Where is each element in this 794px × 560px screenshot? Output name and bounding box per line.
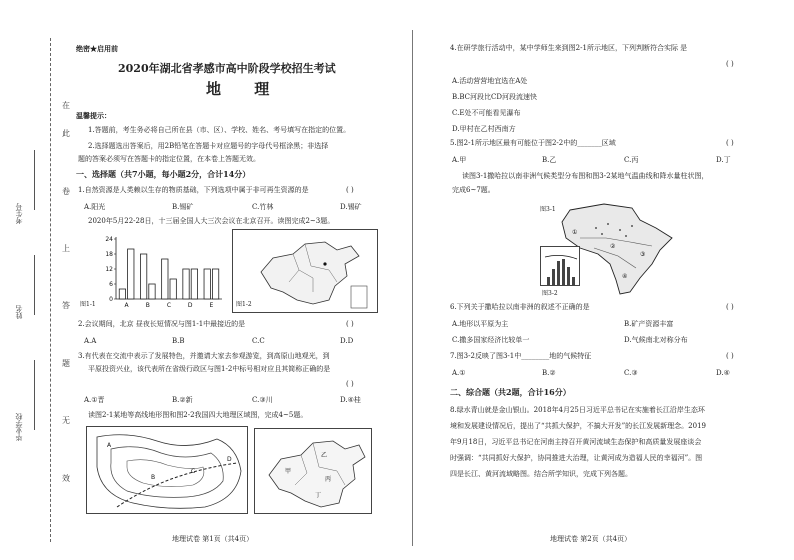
bar bbox=[140, 254, 146, 299]
q5-option-c: C.丙 bbox=[624, 156, 639, 164]
intro-2-3: 2020年5月22-28日，十三届全国人大三次会议在北京召开。读图完成2~3题。 bbox=[88, 217, 335, 225]
q2-option-d: D.D bbox=[340, 337, 354, 345]
page-divider bbox=[412, 30, 413, 546]
china-map-drawing bbox=[233, 230, 379, 314]
q6-option-a: A.地形以平原为主 bbox=[452, 320, 509, 328]
binder-char: 答 bbox=[62, 301, 70, 310]
x-tick-label: D bbox=[187, 302, 193, 309]
svg-text:④: ④ bbox=[622, 273, 628, 280]
q4-option-d: D.甲村在乙村西南方 bbox=[452, 125, 516, 133]
bar-chart bbox=[76, 231, 226, 313]
question-8-line: 境和发展建设情况后，提出了“共抓大保护，不搞大开发”的长江发展新理念。2019 bbox=[450, 422, 706, 430]
y-tick-label: 18 bbox=[105, 251, 113, 258]
section-2-heading: 二、综合题（共2题，合计16分） bbox=[450, 387, 571, 397]
question-6-blank: ( ) bbox=[726, 303, 734, 311]
q5-option-b: B.乙 bbox=[542, 156, 557, 164]
question-3-line-1: 3.有代表在交流中表示了发展特色，并邀请大家去参观游览，到高原山地观光，到 bbox=[78, 352, 330, 360]
q5-option-d: D.丁 bbox=[716, 156, 731, 164]
intro-6-7-line-1: 读图3-1撒哈拉以南非洲气候类型分布图和图3-2某地气温曲线和降水量柱状图， bbox=[462, 172, 709, 180]
q6-option-b: B.矿产资源丰富 bbox=[624, 320, 674, 328]
china-regions-drawing bbox=[255, 429, 373, 515]
bar bbox=[183, 269, 189, 299]
notice-1: 1.答题前，考生务必将自己所在县（市、区）、学校、姓名、考号填写在指定的位置。 bbox=[88, 126, 351, 134]
question-8-line: 年9月18日，习近平总书记在河南主持召开黄河流域生态保护和高质量发展座谈会 bbox=[450, 438, 702, 446]
question-4: 4.在研学旅行活动中，某中学师生来到图2-1所示地区，下列判断符合实际 是 bbox=[450, 44, 688, 52]
x-tick-label: A bbox=[124, 302, 129, 309]
question-7: 7.图3-2反映了图3-1中________地的气候特征 bbox=[450, 352, 592, 360]
notice-2b: 题的答案必须写在答题卡的指定位置，在本卷上答题无效。 bbox=[78, 155, 260, 163]
q3-option-c: C.③川 bbox=[252, 396, 273, 404]
q3-option-b: B.②新 bbox=[172, 396, 193, 404]
bar bbox=[128, 249, 134, 299]
figure-2-1 bbox=[86, 426, 248, 514]
bar bbox=[162, 259, 168, 299]
svg-text:A: A bbox=[107, 442, 112, 449]
q1-option-d: D.锡矿 bbox=[340, 203, 362, 211]
question-3-line-2: 平原投资兴业，该代表所在省级行政区与图1-2中标号相对应且其简称正确的是 bbox=[88, 365, 331, 373]
q2-option-c: C.C bbox=[252, 337, 265, 345]
question-8-line: 时强调：“共同抓好大保护，协同推进大治理，让黄河成为造福人民的幸福河”。图 bbox=[450, 454, 703, 462]
q7-option-b: B.② bbox=[542, 369, 556, 377]
q6-option-d: D.气候南北对称分布 bbox=[624, 336, 688, 344]
svg-text:②: ② bbox=[610, 243, 616, 250]
svg-text:③: ③ bbox=[640, 251, 646, 258]
blank-line bbox=[34, 360, 35, 430]
binder-char: 此 bbox=[62, 129, 70, 138]
subject-title: 地 理 bbox=[206, 80, 284, 98]
q4-option-a: A.活动营营地宜选在A处 bbox=[452, 77, 528, 85]
q3-option-a: A.①晋 bbox=[84, 396, 105, 404]
svg-text:B: B bbox=[151, 474, 156, 481]
x-tick-label: C bbox=[166, 302, 172, 309]
y-tick-label: 12 bbox=[105, 266, 113, 273]
q4-option-c: C.E处不可能看见瀑布 bbox=[452, 109, 521, 117]
question-5: 5.图2-1所示地区最有可能位于图2-2中的_______区域 bbox=[450, 139, 616, 147]
question-2: 2.会议期间，北京 昼夜长短情况与图1-1中最接近的是 bbox=[78, 320, 246, 328]
question-8-line: 四是长江、黄河流域略图。结合所学知识，完成下列各题。 bbox=[450, 470, 632, 478]
x-tick-label: E bbox=[209, 302, 214, 309]
q1-option-a: A.阳光 bbox=[84, 203, 106, 211]
svg-text:乙: 乙 bbox=[321, 452, 328, 459]
question-3-blank: ( ) bbox=[346, 380, 354, 388]
figure-2-2 bbox=[254, 428, 372, 514]
bar bbox=[204, 269, 210, 299]
question-5-blank: ( ) bbox=[726, 139, 734, 147]
bar bbox=[191, 269, 197, 299]
question-8-line: 8.绿水青山就是金山银山。2018年4月25日习近平总书记在实施着长江沿岸生态环 bbox=[450, 406, 705, 414]
figure-1-1 bbox=[76, 231, 226, 313]
intro-4-5: 读图2-1某地等高线地形图和图2-2我国四大地理区域图，完成4~5题。 bbox=[88, 411, 308, 419]
x-tick-label: B bbox=[145, 302, 150, 309]
binder-char: 题 bbox=[62, 359, 70, 368]
section-1-heading: 一、选择题（共7小题，每小题2分，合计14分） bbox=[76, 169, 251, 179]
figure-3-2 bbox=[540, 246, 580, 286]
figure-1-2-caption: 图1-2 bbox=[236, 301, 252, 308]
svg-text:丙: 丙 bbox=[325, 476, 332, 483]
secret-mark: 绝密★启用前 bbox=[76, 44, 118, 53]
figure-1-2 bbox=[232, 229, 378, 313]
bar bbox=[212, 269, 218, 299]
figure-1-1-caption: 图1-1 bbox=[80, 301, 96, 308]
bar bbox=[119, 289, 125, 299]
name-label: 姓名 bbox=[15, 305, 23, 319]
binder-char: 卷 bbox=[62, 187, 70, 196]
blank-line bbox=[34, 150, 35, 210]
q2-option-b: B.B bbox=[172, 337, 185, 345]
question-6: 6.下列关于撒哈拉以南非洲的叙述不正确的是 bbox=[450, 303, 590, 311]
notice-2a: 2.选择题选出答案后，用2B铅笔在答题卡对应题号的字母代号框涂黑；非选择 bbox=[88, 142, 329, 150]
svg-text:C: C bbox=[191, 468, 196, 475]
binder-char: 无 bbox=[62, 416, 70, 425]
q7-option-d: D.④ bbox=[716, 369, 730, 377]
question-2-blank: ( ) bbox=[346, 320, 354, 328]
climate-chart-drawing bbox=[541, 247, 581, 287]
y-tick-label: 24 bbox=[105, 236, 113, 243]
blank-line bbox=[34, 255, 35, 315]
svg-text:丁: 丁 bbox=[315, 492, 322, 499]
q4-option-b: B.BC河段比CD河段流速快 bbox=[452, 93, 537, 101]
q3-option-d: D.④桂 bbox=[340, 396, 361, 404]
y-tick-label: 0 bbox=[109, 296, 113, 303]
q5-option-a: A.甲 bbox=[452, 156, 467, 164]
school-label: 毕业学校 bbox=[15, 413, 23, 441]
figure-3-1-caption: 图3-1 bbox=[540, 206, 556, 213]
question-1: 1.自然资源是人类赖以生存的物质基础，下列选项中属于非可再生资源的是 bbox=[78, 186, 309, 194]
fold-line bbox=[50, 38, 51, 542]
contour-map-drawing bbox=[87, 427, 249, 515]
figure-3-2-caption: 图3-2 bbox=[542, 290, 558, 297]
bar bbox=[170, 279, 176, 299]
bar bbox=[149, 284, 155, 299]
y-tick-label: 6 bbox=[109, 281, 113, 288]
binder-char: 上 bbox=[62, 244, 70, 253]
q1-option-b: B.锡矿 bbox=[172, 203, 194, 211]
page-1-footer: 地理试卷 第1页（共4页） bbox=[172, 535, 254, 543]
exam-title: 2020年湖北省孝感市高中阶段学校招生考试 bbox=[118, 62, 336, 75]
q7-option-a: A.① bbox=[452, 369, 466, 377]
q1-option-c: C.竹林 bbox=[252, 203, 274, 211]
page-2-footer: 地理试卷 第2页（共4页） bbox=[550, 535, 632, 543]
binder-char: 效 bbox=[62, 474, 70, 483]
candidate-number-label: 考生号 bbox=[15, 203, 23, 224]
svg-text:甲: 甲 bbox=[285, 468, 292, 475]
svg-text:D: D bbox=[227, 456, 232, 463]
question-1-blank: ( ) bbox=[346, 186, 354, 194]
binder-char: 在 bbox=[62, 101, 70, 110]
q7-option-c: C.③ bbox=[624, 369, 638, 377]
svg-text:①: ① bbox=[572, 229, 578, 236]
intro-6-7-line-2: 完成6~7题。 bbox=[452, 186, 495, 194]
notice-heading: 温馨提示： bbox=[76, 111, 111, 120]
question-7-blank: ( ) bbox=[726, 352, 734, 360]
q6-option-c: C.撒多国家经济比较单一 bbox=[452, 336, 530, 344]
q2-option-a: A.A bbox=[84, 337, 97, 345]
question-4-blank: ( ) bbox=[726, 60, 734, 68]
